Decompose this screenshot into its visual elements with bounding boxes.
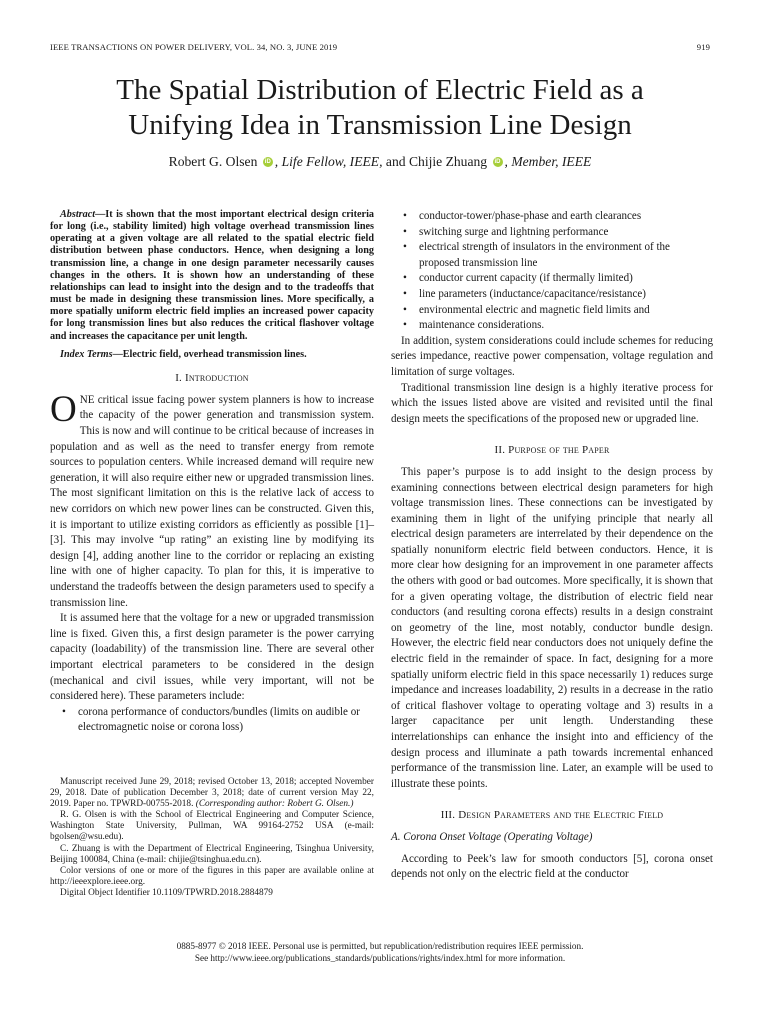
- section-title: Design Parameters and the Electric Field: [458, 809, 664, 822]
- footnote-doi: Digital Object Identifier 10.1109/TPWRD.2018.2884879: [60, 887, 273, 898]
- corona-paragraph: According to Peek’s law for smooth conductors [5], corona onset depends not only on the electric field at the conductor: [391, 852, 713, 881]
- index-terms-text: Electric field, overhead transmission lines.: [122, 348, 307, 360]
- footnote-manuscript: [50, 777, 374, 810]
- left-column: [50, 209, 374, 736]
- drop-cap: O: [50, 388, 77, 430]
- footnotes: [50, 777, 374, 899]
- iterative-design-paragraph: Traditional transmission line design is a highly iterative process for which the issues listed above are visited and revisited until the final design meets the specifications of the proposed new or upgraded line.: [391, 381, 713, 425]
- section-numeral: I.: [175, 372, 185, 385]
- abstract: [50, 209, 374, 343]
- abstract-label: Abstract: [60, 209, 96, 220]
- footnote-author-2: C. Zhuang is with the Department of Electrical Engineering, Tsinghua University, Beijing 100084, China (e-mail: chijie@tsinghua.edu.cn).: [50, 843, 374, 865]
- system-considerations-paragraph: In addition, system considerations could include schemes for reducing series impedance, reactive power compensation, voltage regulation and limitation of surge voltages.: [391, 334, 713, 378]
- list-item: • switching surge and lightning performance: [391, 225, 713, 241]
- section-numeral: III.: [440, 809, 459, 822]
- author-role-1: , Life Fellow, IEEE,: [274, 154, 383, 169]
- subsection-heading-a: A. Corona Onset Voltage (Operating Voltage): [391, 830, 593, 843]
- list-item: • corona performance of conductors/bundles (limits on audible or electromagnetic noise or corona loss): [50, 705, 374, 736]
- running-head: [50, 42, 710, 52]
- list-item: • electrical strength of insulators in the environment of the proposed transmission line: [391, 240, 713, 271]
- copyright-line-1: 0885-8977 © 2018 IEEE. Personal use is permitted, but republication/redistribution requires IEEE permission.: [176, 941, 584, 951]
- section-numeral: II.: [494, 444, 509, 457]
- corresponding-author: (Corresponding author: Robert G. Olsen.): [195, 799, 354, 810]
- author-role-2: , Member, IEEE: [504, 154, 592, 169]
- journal-name: IEEE TRANSACTIONS ON POWER DELIVERY, VOL. 34, NO. 3, JUNE 2019: [50, 42, 338, 52]
- author-name-2: Chijie Zhuang: [408, 154, 488, 169]
- list-item: • conductor current capacity (if thermally limited): [391, 271, 713, 287]
- paragraph-text: NE critical issue facing power system planners is how to increase the capacity of the power generation and transmission system. This is now and will continue to be critical because of increases in population and as well as the need to transfer energy from remote sources to population centers. While increased demand will require new generation, it will also require either new or upgraded transmission lines. The most significant limitation on this is the relative lack of access to new corridors on which new power lines can be constructed. Given this, it is important to utilize existing corridors as efficiently as possible [1]–[3]. This may involve “up rating” an existing line by modifying its design [4], adding another line to the corridor or replacing an existing line with one of higher capacity. To plan for this, it is imperative to understand the tradeoffs between the design parameters used to specify a transmission line.: [50, 393, 374, 609]
- abstract-text: It is shown that the most important electrical design criteria for long (i.e., stability limited) high voltage overhead transmission lines operating at a given voltage are all related to the spatial electric field distribution between phase conductors. Hence, when designing a long transmission line, a change in one design parameter necessarily causes changes in the others. It is shown how an understanding of these relationships can lead to insight into the design and to the tradeoffs that must be made in designing these transmission lines. More specifically, a more spatially uniform electric field implies an increased power capacity for long transmission lines but also reduces the critical flashover voltage and increases the capacitance per unit length.: [50, 209, 374, 342]
- abstract-dash: —: [95, 209, 106, 220]
- parameter-list-left: [50, 705, 374, 736]
- intro-paragraph-2: It is assumed here that the voltage for a new or upgraded transmission line is fixed. Given this, a first design parameter is the power carrying capacity (loadability) of the transmission line. There are several other important electrical parameters to be considered in the design (mechanical and civil issues, while very important, will not be considered here). These parameters include:: [50, 612, 374, 703]
- index-terms: [50, 349, 374, 362]
- index-terms-dash: —: [112, 348, 123, 360]
- footnote-color: Color versions of one or more of the figures in this paper are available online at http://ieeexplore.ieee.org.: [50, 865, 374, 887]
- title-line-1: The Spatial Distribution of Electric Field as a: [116, 74, 644, 106]
- section-title: Purpose of the Paper: [508, 444, 610, 457]
- purpose-paragraph: This paper’s purpose is to add insight to the design process by examining connections between electrical design parameters for high voltage transmission lines. These connections can be investigated by examining them in light of the unifying principle that nearly all electrical design parameters are interrelated by their dependence on the spatially nonuniform electric field between conductors. Hence, it is more clear how designing for an improvement in one parameter affects the others with good or bad outcomes. More specifically, it is shown that for a given operating voltage, the distribution of electric field near conductors (and resulting corona effects) results in a design constraint on geometry of the line, most notably, conductor bundle design. However, the electric field near conductors does not uniquely define the electric field in the remainder of space. In fact, designing for a more spatially uniform electric field in this space necessarily 1) reduces surge impedance and increases loadability, 2) results in a decrease in the ratio of critical flashover voltage to operating voltage and 3) results in a larger capacitance per unit length. Understanding these interrelationships can enhance the insight into and efficiency of the design process and illuminate a path towards incremental enhanced performance of the transmission line. Later, an example will be used to illustrate these points.: [391, 465, 713, 790]
- footnote-author-1: R. G. Olsen is with the School of Electrical Engineering and Computer Science, Washington State University, Pullman, WA 99164-2752 USA (e-mail: bgolsen@wsu.edu).: [50, 810, 374, 843]
- author-name-1: Robert G. Olsen: [168, 154, 258, 169]
- list-item: • conductor-tower/phase-phase and earth clearances: [391, 209, 713, 225]
- copyright-line-2: See http://www.ieee.org/publications_standards/publications/rights/index.html for more information.: [194, 952, 566, 963]
- footnote-text: Manuscript received June 29, 2018; revised October 13, 2018; accepted November 29, 2018. Date of publication December 3, 2018; date of current version May 22, 2019. Paper no. TPWRD-00755-2018.: [50, 777, 374, 810]
- section-heading-3: [391, 808, 713, 824]
- section-heading-1: [50, 371, 374, 387]
- orcid-icon[interactable]: iD: [264, 159, 271, 165]
- right-column: [391, 209, 713, 883]
- intro-paragraph-1: [50, 388, 374, 611]
- parameter-list-right: [391, 209, 713, 334]
- list-item: • maintenance considerations.: [391, 318, 713, 334]
- title-line-2: Unifying Idea in Transmission Line Design: [128, 109, 632, 141]
- list-item: • line parameters (inductance/capacitance/resistance): [391, 287, 713, 303]
- section-heading-2: [391, 443, 713, 459]
- page-number: 919: [696, 42, 710, 52]
- paper-title: [40, 73, 720, 143]
- author-conjunction: and: [382, 154, 409, 169]
- orcid-icon[interactable]: iD: [494, 159, 501, 165]
- list-item: • environmental electric and magnetic field limits and: [391, 303, 713, 319]
- author-line: [40, 154, 720, 170]
- index-terms-label: Index Terms: [60, 348, 113, 360]
- section-title: Introduction: [184, 372, 249, 385]
- copyright-notice: [50, 941, 710, 964]
